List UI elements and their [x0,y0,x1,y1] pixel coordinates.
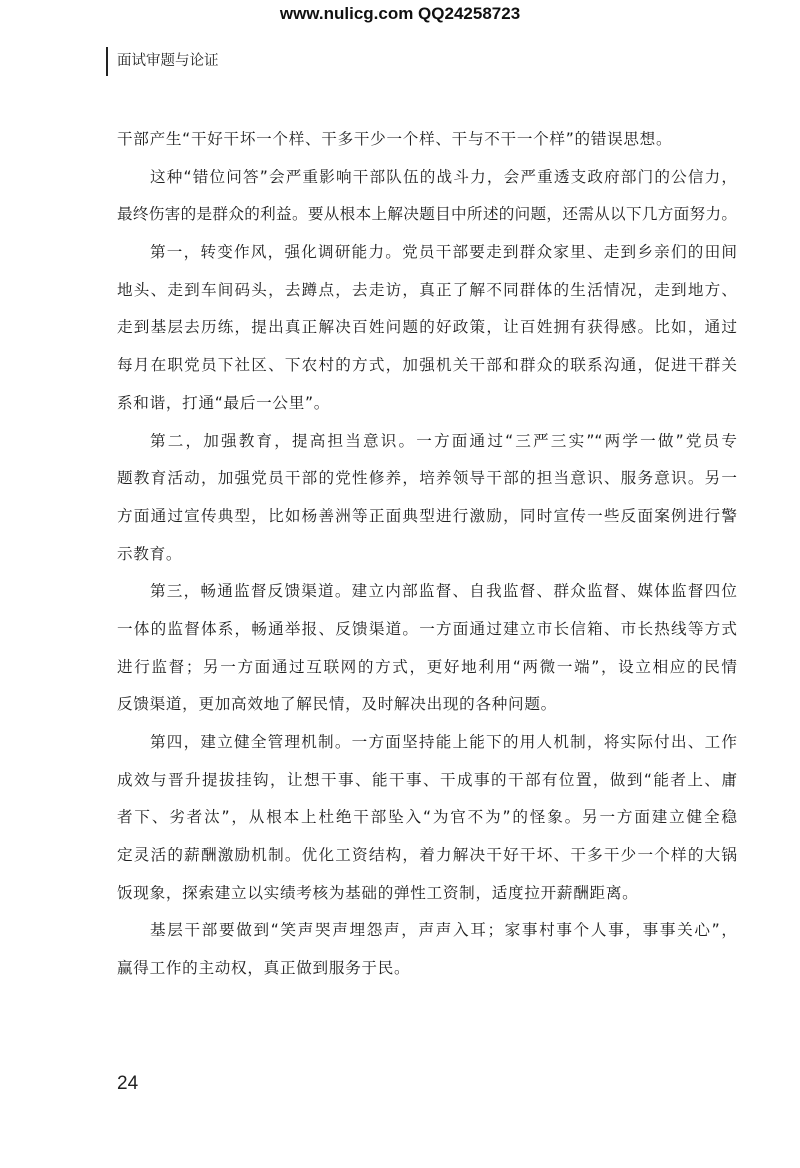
text-line: 定灵活的薪酬激励机制。优化工资结构，着力解决干好干坏、干多干少一个样的大锅 [117,846,737,865]
text-line: 走到基层去历练，提出真正解决百姓问题的好政策，让百姓拥有获得感。比如，通过 [117,318,737,337]
site-watermark-header: www.nulicg.com QQ24258723 [279,4,521,23]
text-line: 进行监督；另一方面通过互联网的方式，更好地利用“两微一端”，设立相应的民情 [117,657,737,676]
body-text [117,121,737,988]
section-title: 面试审题与论证 [117,53,219,69]
text-line: 题教育活动，加强党员干部的党性修养，培养领导干部的担当意识、服务意识。另一 [117,469,737,488]
text-line: 基层干部要做到“笑声哭声埋怨声，声声入耳；家事村事个人事，事事关心”， [150,921,737,940]
text-line: 成效与晋升提拔挂钩，让想干事、能干事、干成事的干部有位置，做到“能者上、庸 [117,770,737,789]
text-line: 每月在职党员下社区、下农村的方式，加强机关干部和群众的联系沟通，促进干群关 [117,356,737,375]
text-line: 第二，加强教育，提高担当意识。一方面通过“三严三实”“两学一做”党员专 [150,431,737,450]
text-line: 地头、走到车间码头，去蹲点，去走访，真正了解不同群体的生活情况，走到地方、 [117,280,737,299]
text-line: 最终伤害的是群众的利益。要从根本上解决题目中所述的问题，还需从以下几方面努力。 [117,205,737,224]
text-line: 方面通过宣传典型，比如杨善洲等正面典型进行激励，同时宣传一些反面案例进行警 [117,506,737,525]
text-line: 这种“错位问答”会严重影响干部队伍的战斗力，会严重透支政府部门的公信力， [150,167,737,186]
text-line: 赢得工作的主动权，真正做到服务于民。 [117,959,411,978]
text-line: 第一，转变作风，强化调研能力。党员干部要走到群众家里、走到乡亲们的田间 [150,243,737,262]
text-line: 系和谐，打通“最后一公里”。 [117,393,331,412]
text-line: 饭现象，探索建立以实绩考核为基础的弹性工资制，适度拉开薪酬距离。 [117,883,639,902]
text-line: 一体的监督体系，畅通举报、反馈渠道。一方面通过建立市长信箱、市长热线等方式 [117,619,737,638]
section-divider-bar [106,47,108,76]
text-line: 反馈渠道，更加高效地了解民情，及时解决出现的各种问题。 [117,695,557,714]
text-line: 者下、劣者汰”，从根本上杜绝干部坠入“为官不为”的怪象。另一方面建立健全稳 [117,808,737,827]
page-number: 24 [117,1073,139,1094]
text-line: 第四，建立健全管理机制。一方面坚持能上能下的用人机制，将实际付出、工作 [150,733,737,751]
text-line: 示教育。 [117,544,183,563]
text-line: 干部产生“干好干坏一个样、干多干少一个样、干与不干一个样”的错误思想。 [117,130,673,148]
text-line: 第三，畅通监督反馈渠道。建立内部监督、自我监督、群众监督、媒体监督四位 [150,582,737,601]
